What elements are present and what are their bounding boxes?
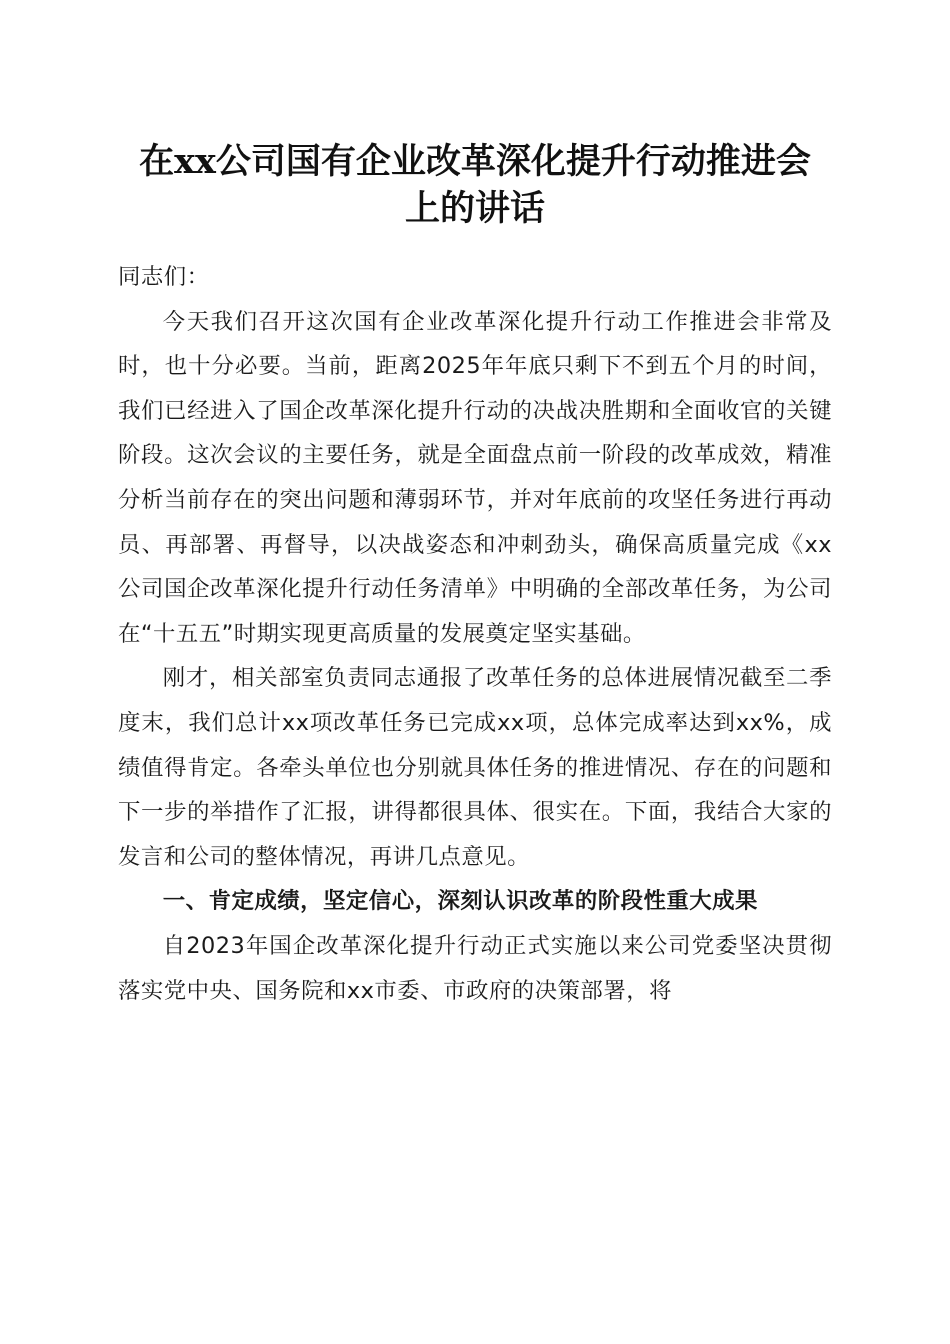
paragraph-opening: 今天我们召开这次国有企业改革深化提升行动工作推进会非常及时，也十分必要。当前，距离2025年年底只剩下不到五个月的时间，我们已经进入了国企改革深化提升行动的决战决胜期和全面收官的关键阶段。这次会议的主要任务，就是全面盘点前一阶段的改革成效，精准分析当前存在的突出问题和薄弱环节，并对年底前的攻坚任务进行再动员、再部署、再督导，以决战姿态和冲刺劲头，确保高质量完成《xx公司国企改革深化提升行动任务清单》中明确的全部改革任务，为公司在“十五五”时期实现更高质量的发展奠定坚实基础。 xyxy=(118,308,832,647)
paragraph-progress: 刚才，相关部室负责同志通报了改革任务的总体进展情况截至二季度末，我们总计xx项改革任务已完成xx项，总体完成率达到xx%，成绩值得肯定。各牵头单位也分别就具体任务的推进情况、存在的问题和下一步的举措作了汇报，讲得都很具体、很实在。下面，我结合大家的发言和公司的整体情况，再讲几点意见。 xyxy=(118,665,832,870)
section-heading: 一、肯定成绩，坚定信心，深刻认识改革的阶段性重大成果 xyxy=(162,888,758,915)
section-paragraph: 自2023年国企改革深化提升行动正式实施以来公司党委坚决贯彻落实党中央、国务院和xx市委、市政府的决策部署，将 xyxy=(118,932,832,1004)
title-line-2: 上的讲话 xyxy=(404,188,545,229)
salutation: 同志们： xyxy=(118,264,210,290)
document-title xyxy=(110,138,840,232)
document-body xyxy=(118,255,832,1013)
title-line-1: 在xx公司国有企业改革深化提升行动推进会 xyxy=(139,141,811,182)
